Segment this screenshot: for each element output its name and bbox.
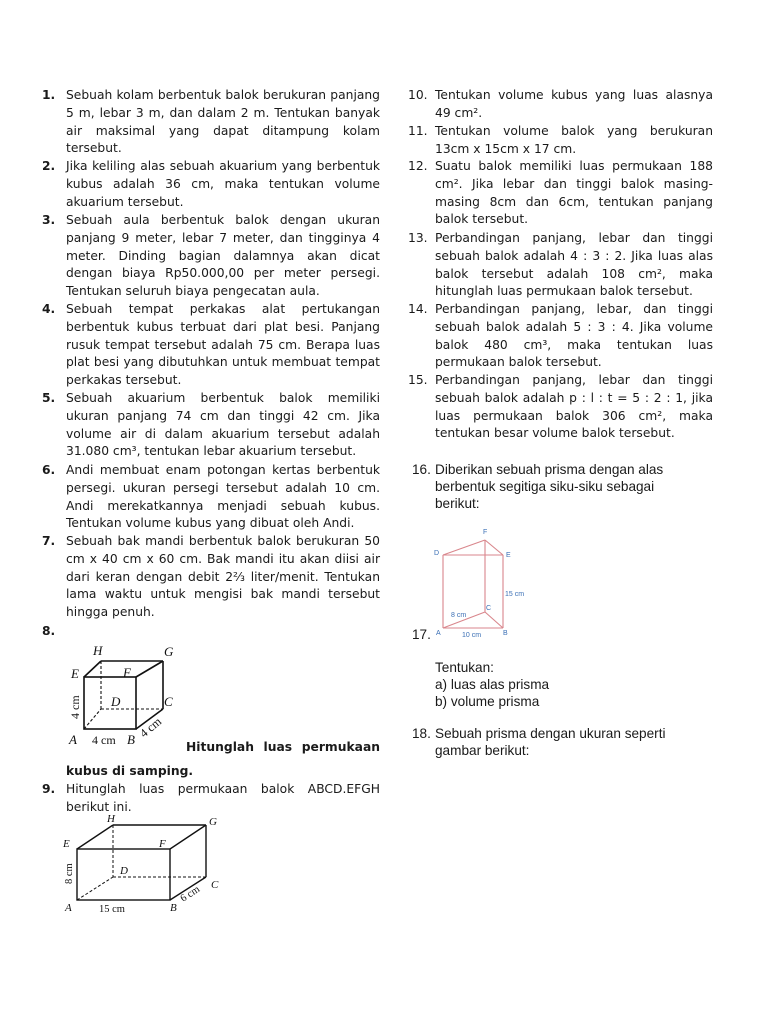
question-text: Tentukan volume balok yang berukuran 13cm x 15cm x 17 cm.: [435, 124, 713, 156]
cube-depth-label: 4 cm: [136, 714, 165, 741]
question-8-text-b: kubus di samping.: [66, 764, 194, 778]
cube-figure: [60, 640, 185, 750]
cube-vertex-e: E: [71, 666, 79, 681]
question-text: Perbandingan panjang, lebar dan tinggi sebuah balok adalah p : l : t = 5 : 2 : 1, jika luas permukaan balok 306 cm², maka tentukan besar volume balok tersebut.: [435, 373, 713, 441]
prism-vertex-b: B: [503, 630, 508, 637]
question-number: 1.: [42, 88, 56, 102]
prism-vertex-a: A: [436, 630, 441, 637]
prism-figure: [425, 522, 535, 642]
question-13: [408, 230, 713, 301]
question-number: 13.: [408, 231, 428, 245]
question-number: 12.: [408, 159, 428, 173]
prism-ac-label: 8 cm: [451, 612, 467, 619]
question-number: 2.: [42, 159, 56, 173]
question-1: [42, 87, 380, 158]
question-number: 5.: [42, 391, 56, 405]
question-text: Sebuah akuarium berbentuk balok memiliki ukuran panjang 74 cm dan tinggi 42 cm. Jika volume air di dalam akuarium tersebut adalah 31.080 cm³, tentukan lebar akuarium tersebut.: [66, 391, 380, 459]
question-16: [412, 462, 692, 512]
cube-vertex-d: D: [111, 694, 121, 709]
prism-height-label: 15 cm: [505, 591, 525, 598]
cube-vertex-h: H: [93, 643, 103, 658]
prism-vertex-e: E: [506, 552, 511, 559]
question-7: [42, 533, 380, 622]
cuboid-height-label: 8 cm: [64, 863, 75, 884]
cube-vertex-b: B: [127, 732, 135, 747]
question-number: 8.: [42, 624, 56, 638]
prism-vertex-c: C: [486, 605, 492, 612]
question-number: 10.: [408, 88, 428, 102]
cube-vertex-g: G: [164, 644, 174, 659]
prism-vertex-f: F: [483, 529, 488, 536]
question-number: 3.: [42, 213, 56, 227]
question-number: 16.: [412, 462, 431, 477]
question-2: [42, 158, 380, 211]
cuboid-depth-label: 6 cm: [178, 884, 202, 905]
question-number: 7.: [42, 534, 56, 548]
cuboid-vertex-d: D: [120, 865, 128, 877]
cuboid-vertex-b: B: [170, 902, 177, 914]
question-14: [408, 301, 713, 372]
question-15: [408, 372, 713, 443]
question-number: 4.: [42, 302, 56, 316]
question-text: Perbandingan panjang, lebar, dan tinggi sebuah balok adalah 5 : 3 : 4. Jika volume balok 480 cm³, maka tentukan luas permukaan balok tersebut.: [435, 302, 713, 370]
cuboid-vertex-h: H: [107, 813, 115, 825]
question-6: [42, 462, 380, 533]
question-11: [408, 123, 713, 159]
question-text: Jika keliling alas sebuah akuarium yang berbentuk kubus adalah 36 cm, maka tentukan volume akuarium tersebut.: [66, 159, 380, 209]
question-12: [408, 158, 713, 229]
question-number: 15.: [408, 373, 428, 387]
question-number: 17.: [412, 627, 431, 642]
cuboid-vertex-c: C: [211, 879, 219, 891]
question-number: 11.: [408, 124, 428, 138]
cube-vertex-a: A: [69, 732, 77, 747]
prism-ab-label: 10 cm: [462, 632, 482, 639]
cube-height-label: 4 cm: [68, 695, 82, 719]
question-number: 6.: [42, 463, 56, 477]
question-10: [408, 87, 713, 123]
question-number: 9.: [42, 782, 56, 796]
question-text: Sebuah kolam berbentuk balok berukuran panjang 5 m, lebar 3 m, dan dalam 2 m. Tentukan banyak air maksimal yang dapat ditampung kolam tersebut.: [66, 88, 380, 156]
question-text: Tentukan volume kubus yang luas alasnya 49 cm².: [435, 88, 713, 120]
cuboid-figure: [60, 810, 230, 918]
cube-vertex-c: C: [164, 694, 173, 709]
question-18: [412, 726, 702, 760]
question-text: Diberikan sebuah prisma dengan alas berbentuk segitiga siku-siku sebagai berikut:: [435, 462, 664, 511]
question-4: [42, 301, 380, 390]
tentukan-block: [435, 660, 695, 710]
question-3: [42, 212, 380, 301]
question-text: Sebuah tempat perkakas alat pertukangan berbentuk kubus terbuat dari plat besi. Panjang rusuk tempat tersebut adalah 75 cm. Berapa luas plat besi yang dibutuhkan untuk membuat tempat perkakas tersebut.: [66, 302, 380, 388]
tentukan-title: Tentukan:: [435, 660, 494, 675]
question-text: Andi membuat enam potongan kertas berbentuk persegi. ukuran persegi tersebut adalah 10 cm. Andi merekatkannya menjadi sebuah kubus. Tentukan volume kubus yang dibuat oleh Andi.: [66, 463, 380, 531]
cuboid-vertex-e: E: [63, 838, 70, 850]
cuboid-vertex-a: A: [65, 902, 72, 914]
question-text: Sebuah bak mandi berbentuk balok berukuran 50 cm x 40 cm x 60 cm. Bak mandi itu akan diisi air dari keran dengan debit 2⅔ liter/menit. Tentukan lama waktu untuk mengisi bak mandi tersebut hingga penuh.: [66, 534, 380, 620]
question-number: 14.: [408, 302, 428, 316]
cube-bottom-label: 4 cm: [92, 733, 116, 747]
question-8-text-a: Hitunglah luas permukaan: [186, 740, 380, 754]
question-8-text: [186, 739, 380, 757]
question-5: [42, 390, 380, 461]
cuboid-bottom-label: 15 cm: [99, 904, 125, 915]
question-text: Sebuah prisma dengan ukuran seperti gambar berikut:: [435, 726, 666, 758]
prism-vertex-d: D: [434, 550, 440, 557]
tentukan-item-b: b) volume prisma: [435, 693, 540, 709]
tentukan-item-a: a) luas alas prisma: [435, 676, 550, 692]
cuboid-vertex-g: G: [209, 816, 217, 828]
question-8-text-cont: [66, 763, 380, 781]
question-text: Perbandingan panjang, lebar dan tinggi sebuah balok adalah 4 : 3 : 2. Jika luas alas balok tersebut adalah 108 cm², maka hitunglah luas permukaan balok tersebut.: [435, 231, 713, 299]
cuboid-vertex-f: F: [159, 838, 166, 850]
question-number: 18.: [412, 726, 431, 741]
cube-vertex-f: F: [123, 665, 131, 680]
question-text: Sebuah aula berbentuk balok dengan ukuran panjang 9 meter, lebar 7 meter, dan tingginya 4 meter. Dinding bagian dalamnya akan dicat dengan biaya Rp50.000,00 per meter persegi. Tentukan seluruh biaya pengecatan aula.: [66, 213, 380, 299]
question-text: Suatu balok memiliki luas permukaan 188 cm². Jika lebar dan tinggi balok masing-masing 8cm dan 6cm, tentukan panjang balok tersebut.: [435, 159, 713, 227]
question-text: Hitunglah luas permukaan balok ABCD.EFGH berikut ini.: [66, 782, 380, 814]
